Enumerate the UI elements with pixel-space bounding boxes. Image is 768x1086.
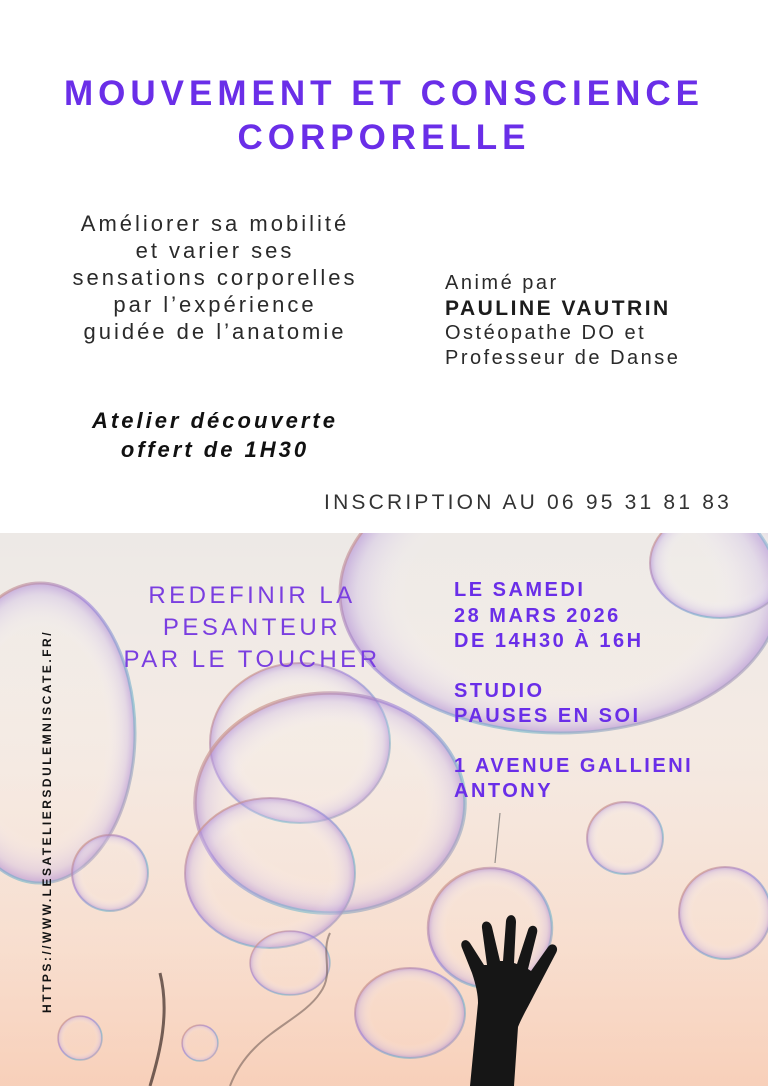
tagline-line: PAR LE TOUCHER	[123, 646, 381, 673]
title-line: MOUVEMENT ET CONSCIENCE	[63, 74, 705, 113]
page-title	[0, 72, 768, 160]
host-name: PAULINE VAUTRIN	[445, 297, 671, 320]
event-venue	[454, 679, 764, 730]
host-block	[445, 271, 755, 371]
date-line: 28 MARS 2026	[454, 604, 621, 627]
inscription-phone: INSCRIPTION AU 06 95 31 81 83	[324, 491, 732, 514]
tagline-line: PESANTEUR	[162, 614, 342, 641]
host-label: Animé par	[445, 272, 559, 294]
host-role: Professeur de Danse	[445, 347, 681, 369]
date-line: LE SAMEDI	[454, 579, 586, 601]
intro-line: par l’expérience	[113, 292, 317, 317]
event-date	[454, 578, 764, 655]
address-line: 1 AVENUE GALLIENI	[454, 754, 694, 777]
date-line: DE 14H30 À 16H	[454, 630, 644, 652]
host-role: Ostéopathe DO et	[445, 322, 647, 344]
venue-line: PAUSES EN SOI	[454, 705, 641, 727]
workshop-line: Atelier découverte	[92, 408, 338, 433]
tagline-line: REDEFINIR LA	[148, 582, 356, 609]
event-address	[454, 754, 764, 805]
intro-line: Améliorer sa mobilité	[80, 211, 350, 236]
intro-line: sensations corporelles	[72, 265, 358, 290]
website-url[interactable]: HTTPS://WWW.LESATELIERSDULEMNISCATE.FR/	[40, 629, 54, 1013]
tagline	[92, 580, 412, 676]
event-details	[454, 578, 764, 829]
workshop-offer	[30, 406, 400, 464]
title-line: CORPORELLE	[237, 118, 531, 157]
address-line: ANTONY	[454, 780, 554, 802]
venue-line: STUDIO	[454, 679, 545, 702]
intro-line: guidée de l’anatomie	[83, 319, 347, 344]
workshop-line: offert de 1H30	[120, 437, 310, 462]
intro-text	[30, 210, 400, 345]
intro-line: et varier ses	[135, 238, 295, 263]
